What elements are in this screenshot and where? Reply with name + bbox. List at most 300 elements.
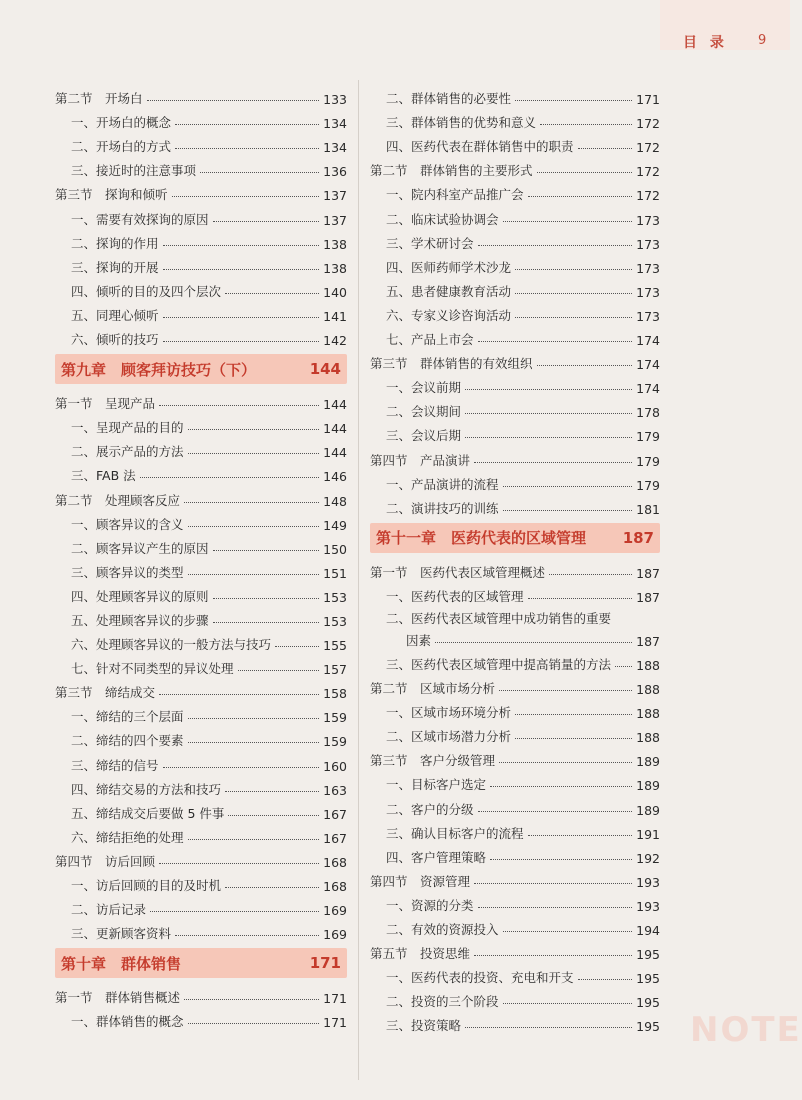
toc-item-entry (370, 228, 660, 252)
toc-entry-page: 195 (636, 971, 660, 987)
toc-entry-page: 134 (323, 116, 347, 132)
toc-entry-page: 151 (323, 565, 347, 581)
toc-item3-entry (370, 627, 660, 649)
toc-entry-title: 四、缔结交易的方法和技巧 (71, 781, 222, 797)
toc-entry-page: 155 (323, 638, 347, 654)
toc-entry-title: 三、更新顾客资料 (71, 926, 172, 942)
toc-entry-page: 171 (323, 991, 347, 1007)
dot-leader (578, 979, 632, 980)
toc-entry-title: 一、医药代表的区域管理 (386, 588, 524, 604)
toc-entry-page: 153 (323, 613, 347, 629)
toc-item-entry (370, 83, 660, 107)
toc-item-entry (55, 870, 347, 894)
toc-item-entry (370, 131, 660, 155)
toc-section-entry (55, 83, 347, 107)
toc-item-entry (55, 1006, 347, 1030)
toc-entry-page: 146 (323, 469, 347, 485)
toc-item-entry (370, 914, 660, 938)
toc-item-entry (55, 798, 347, 822)
dot-leader (478, 907, 632, 908)
toc-entry-page: 137 (323, 188, 347, 204)
toc-item-entry (55, 629, 347, 653)
toc-entry-page: 171 (636, 92, 660, 108)
dot-leader (147, 100, 319, 101)
toc-entry-title: 一、产品演讲的流程 (386, 476, 499, 492)
dot-leader (163, 269, 319, 270)
toc-entry-title: 第一节 群体销售概述 (55, 990, 181, 1006)
dot-leader (175, 935, 319, 936)
dot-leader (163, 245, 319, 246)
toc-entry-title: 四、倾听的目的及四个层次 (71, 283, 222, 299)
toc-entry-title: 二、会议期间 (386, 404, 462, 420)
toc-entry-title: 六、倾听的技巧 (71, 332, 159, 348)
toc-entry-page: 192 (636, 850, 660, 866)
toc-entry-title: 一、医药代表的投资、充电和开支 (386, 970, 574, 986)
toc-entry-title: 第二节 开场白 (55, 91, 143, 107)
toc-entry-page: 188 (636, 657, 660, 673)
toc-section-entry (370, 444, 660, 468)
toc-item-entry (370, 469, 660, 493)
toc-entry-title: 七、产品上市会 (386, 332, 474, 348)
toc-item-entry (55, 533, 347, 557)
dot-leader (499, 690, 632, 691)
toc-entry-page: 168 (323, 854, 347, 870)
toc-entry-page: 178 (636, 405, 660, 421)
toc-entry-title: 二、区域市场潜力分析 (386, 729, 512, 745)
toc-entry-title: 一、目标客户选定 (386, 777, 487, 793)
toc-entry-page: 188 (636, 682, 660, 698)
toc-entry-title: 五、同理心倾听 (71, 307, 159, 323)
toc-item-entry (370, 300, 660, 324)
toc-entry-page: 144 (323, 421, 347, 437)
toc-entry-title: 四、医师药师学术沙龙 (386, 259, 512, 275)
dot-leader (503, 486, 632, 487)
toc-chapter-entry (55, 354, 347, 384)
dot-leader (225, 887, 319, 888)
dot-leader (503, 1003, 632, 1004)
toc-section-entry (370, 866, 660, 890)
toc-entry-page: 173 (636, 260, 660, 276)
dot-leader (503, 510, 632, 511)
toc-item-entry (370, 818, 660, 842)
toc-entry-page: 140 (323, 284, 347, 300)
toc-item-entry (370, 793, 660, 817)
toc-item-entry (370, 697, 660, 721)
dot-leader (159, 863, 319, 864)
dot-leader (188, 574, 319, 575)
dot-leader (435, 642, 632, 643)
dot-leader (184, 999, 319, 1000)
toc-item2-entry (370, 605, 660, 627)
toc-section-entry (370, 557, 660, 581)
toc-entry-page: 169 (323, 903, 347, 919)
toc-entry-page: 174 (636, 357, 660, 373)
toc-entry-page: 188 (636, 706, 660, 722)
toc-item-entry (370, 721, 660, 745)
dot-leader (163, 341, 319, 342)
dot-leader (465, 1027, 632, 1028)
toc-chapter-entry (370, 523, 660, 553)
toc-entry-page: 163 (323, 782, 347, 798)
toc-item-entry (370, 324, 660, 348)
dot-leader (228, 815, 319, 816)
dot-leader (515, 714, 632, 715)
toc-item-entry (370, 372, 660, 396)
toc-entry-title: 第一节 呈现产品 (55, 396, 156, 412)
dot-leader (200, 172, 319, 173)
toc-item-entry (55, 557, 347, 581)
toc-item-entry (55, 276, 347, 300)
dot-leader (140, 477, 319, 478)
dot-leader (528, 598, 632, 599)
toc-item-entry (55, 653, 347, 677)
toc-entry-title: 第二节 区域市场分析 (370, 681, 496, 697)
toc-entry-title: 一、需要有效探询的原因 (71, 211, 209, 227)
toc-item-entry (55, 300, 347, 324)
toc-entry-page: 173 (636, 236, 660, 252)
toc-entry-title: 一、访后回顾的目的及时机 (71, 878, 222, 893)
toc-entry-page: 179 (636, 429, 660, 445)
toc-entry-page: 141 (323, 308, 347, 324)
toc-entry-page: 172 (636, 140, 660, 156)
toc-entry-page: 179 (636, 453, 660, 469)
toc-entry-page: 193 (636, 874, 660, 890)
toc-entry-title: 第三节 探询和倾听 (55, 187, 168, 203)
toc-item-entry (55, 155, 347, 179)
toc-entry-title: 第五节 投资思维 (370, 946, 471, 962)
dot-leader (150, 911, 319, 912)
toc-entry-title: 第四节 访后回顾 (55, 853, 156, 869)
toc-entry-page: 133 (323, 92, 347, 108)
toc-entry-page: 158 (323, 686, 347, 702)
toc-entry-page: 187 (636, 565, 660, 581)
toc-entry-title: 二、客户的分级 (386, 801, 474, 817)
dot-leader (540, 124, 632, 125)
dot-leader (503, 221, 632, 222)
toc-entry-page: 191 (636, 826, 660, 842)
dot-leader (175, 148, 319, 149)
dot-leader (159, 694, 319, 695)
toc-entry-page: 195 (636, 947, 660, 963)
toc-entry-page: 144 (323, 397, 347, 413)
toc-right-column (370, 83, 660, 1034)
toc-item-entry (370, 203, 660, 227)
toc-item-entry (55, 131, 347, 155)
toc-entry-title: 一、院内科室产品推广会 (386, 187, 524, 203)
toc-entry-title: 二、投资的三个阶段 (386, 994, 499, 1010)
toc-item-entry (55, 581, 347, 605)
toc-entry-page: 172 (636, 164, 660, 180)
toc-entry-page: 157 (323, 662, 347, 678)
dot-leader (188, 453, 319, 454)
toc-entry-title: 三、缔结的信号 (71, 757, 159, 773)
page-number: 9 (758, 33, 767, 48)
toc-chapter-entry (55, 948, 347, 978)
toc-entry-title: 一、群体销售的概念 (71, 1014, 184, 1030)
toc-entry-page: 144 (323, 445, 347, 461)
toc-entry-page: 181 (636, 501, 660, 517)
toc-entry-title: 第九章 顾客拜访技巧（下） (61, 360, 257, 379)
toc-entry-title: 三、群体销售的优势和意义 (386, 115, 537, 131)
dot-leader (515, 293, 632, 294)
toc-item-entry (370, 962, 660, 986)
toc-entry-page: 188 (636, 730, 660, 746)
dot-leader (188, 429, 319, 430)
toc-entry-title: 三、投资策略 (386, 1018, 462, 1034)
toc-entry-title: 二、演讲技巧的训练 (386, 500, 499, 516)
toc-entry-title: 三、接近时的注意事项 (71, 163, 197, 179)
dot-leader (578, 148, 632, 149)
dot-leader (528, 835, 632, 836)
toc-section-entry (55, 846, 347, 870)
dot-leader (163, 767, 319, 768)
dot-leader (213, 550, 319, 551)
toc-item-entry (370, 252, 660, 276)
toc-item-entry (55, 228, 347, 252)
toc-entry-page: 195 (636, 1019, 660, 1035)
toc-entry-page: 149 (323, 517, 347, 533)
toc-entry-title: 六、处理顾客异议的一般方法与技巧 (71, 637, 272, 653)
dot-leader (515, 269, 632, 270)
toc-entry-page: 150 (323, 541, 347, 557)
toc-item-entry (55, 749, 347, 773)
toc-entry-title: 因素 (406, 632, 432, 648)
toc-entry-page: 173 (636, 212, 660, 228)
toc-section-entry (55, 484, 347, 508)
toc-entry-title: 第三节 客户分级管理 (370, 753, 496, 769)
dot-leader (465, 437, 632, 438)
toc-entry-title: 三、顾客异议的类型 (71, 564, 184, 580)
toc-entry-title: 第十章 群体销售 (61, 954, 182, 973)
toc-item-entry (370, 986, 660, 1010)
toc-item-entry (55, 894, 347, 918)
dot-leader (474, 883, 632, 884)
toc-entry-page: 189 (636, 802, 660, 818)
note-watermark: NOTE (690, 1010, 802, 1050)
toc-item-entry (370, 276, 660, 300)
dot-leader (188, 1023, 319, 1024)
toc-item-entry (55, 252, 347, 276)
toc-entry-page: 148 (323, 493, 347, 509)
toc-entry-page: 171 (309, 954, 341, 973)
toc-entry-page: 194 (636, 923, 660, 938)
dot-leader (225, 293, 319, 294)
toc-item-entry (370, 420, 660, 444)
toc-item-entry (55, 203, 347, 227)
dot-leader (528, 196, 632, 197)
toc-section-entry (370, 673, 660, 697)
toc-entry-title: 一、顾客异议的含义 (71, 516, 184, 532)
toc-entry-title: 一、开场白的概念 (71, 115, 172, 131)
toc-entry-title: 六、专家义诊咨询活动 (386, 307, 512, 323)
toc-entry-page: 193 (636, 898, 660, 914)
running-header-title: 目 录 (683, 35, 728, 51)
toc-item-entry (55, 436, 347, 460)
dot-leader (615, 666, 632, 667)
toc-entry-page: 172 (636, 116, 660, 132)
dot-leader (499, 762, 632, 763)
toc-entry-title: 四、客户管理策略 (386, 849, 487, 865)
toc-item-entry (55, 509, 347, 533)
toc-entry-page: 138 (323, 236, 347, 252)
dot-leader (163, 317, 319, 318)
toc-entry-title: 二、顾客异议产生的原因 (71, 540, 209, 556)
dot-leader (213, 221, 319, 222)
toc-entry-title: 第三节 群体销售的有效组织 (370, 356, 533, 372)
toc-item-entry (55, 460, 347, 484)
toc-entry-page: 159 (323, 710, 347, 726)
toc-entry-title: 四、处理顾客异议的原则 (71, 588, 209, 604)
toc-entry-page: 171 (323, 1015, 347, 1031)
toc-item-entry (370, 581, 660, 605)
toc-left-column (55, 83, 347, 1030)
dot-leader (478, 811, 632, 812)
toc-entry-title: 五、患者健康教育活动 (386, 283, 512, 299)
toc-section-entry (370, 348, 660, 372)
toc-section-entry (55, 982, 347, 1006)
dot-leader (537, 365, 632, 366)
dot-leader (213, 622, 319, 623)
dot-leader (474, 955, 632, 956)
dot-leader (515, 100, 632, 101)
toc-section-entry (370, 745, 660, 769)
toc-entry-page: 159 (323, 734, 347, 750)
toc-item-entry (370, 493, 660, 517)
toc-item-entry (370, 107, 660, 131)
dot-leader (175, 124, 319, 125)
toc-entry-page: 169 (323, 927, 347, 943)
toc-entry-title: 第二节 处理顾客反应 (55, 492, 181, 508)
toc-entry-title: 六、缔结拒绝的处理 (71, 829, 184, 845)
toc-item-entry (55, 822, 347, 846)
dot-leader (159, 405, 319, 406)
toc-entry-title: 五、缔结成交后要做 5 件事 (71, 805, 225, 821)
toc-section-entry (370, 938, 660, 962)
toc-entry-title: 二、医药代表区域管理中成功销售的重要 (386, 610, 612, 626)
toc-entry-page: 187 (622, 528, 654, 547)
dot-leader (503, 931, 632, 932)
toc-entry-page: 195 (636, 995, 660, 1011)
dot-leader (184, 502, 319, 503)
column-divider (358, 80, 359, 1080)
toc-item-entry (370, 890, 660, 914)
toc-item-entry (370, 769, 660, 793)
toc-entry-title: 二、群体销售的必要性 (386, 91, 512, 107)
toc-entry-title: 三、确认目标客户的流程 (386, 825, 524, 841)
dot-leader (515, 738, 632, 739)
toc-entry-title: 三、会议后期 (386, 428, 462, 444)
toc-section-entry (55, 388, 347, 412)
toc-entry-title: 三、探询的开展 (71, 259, 159, 275)
toc-item-entry (370, 842, 660, 866)
toc-entry-page: 173 (636, 308, 660, 324)
toc-entry-title: 第四节 资源管理 (370, 873, 471, 889)
dot-leader (549, 574, 632, 575)
toc-item-entry (55, 725, 347, 749)
dot-leader (238, 670, 319, 671)
toc-entry-title: 第三节 缔结成交 (55, 685, 156, 701)
toc-entry-page: 189 (636, 778, 660, 794)
toc-entry-page: 136 (323, 164, 347, 180)
dot-leader (465, 389, 632, 390)
dot-leader (213, 598, 319, 599)
dot-leader (490, 859, 632, 860)
toc-entry-title: 第一节 医药代表区域管理概述 (370, 564, 546, 580)
toc-entry-page: 142 (323, 333, 347, 349)
dot-leader (465, 413, 632, 414)
toc-entry-title: 第四节 产品演讲 (370, 452, 471, 468)
dot-leader (188, 718, 319, 719)
toc-section-entry (370, 155, 660, 179)
dot-leader (474, 462, 632, 463)
toc-entry-title: 四、医药代表在群体销售中的职责 (386, 139, 574, 155)
toc-entry-title: 二、缔结的四个要素 (71, 733, 184, 749)
toc-entry-page: 160 (323, 758, 347, 774)
toc-entry-page: 134 (323, 140, 347, 156)
toc-entry-page: 167 (323, 806, 347, 822)
toc-entry-title: 二、临床试验协调会 (386, 211, 499, 227)
toc-item-entry (55, 605, 347, 629)
toc-entry-page: 167 (323, 830, 347, 846)
toc-entry-page: 187 (636, 633, 660, 649)
dot-leader (478, 341, 632, 342)
toc-entry-title: 二、有效的资源投入 (386, 922, 499, 937)
toc-entry-title: 一、区域市场环境分析 (386, 705, 512, 721)
dot-leader (515, 317, 632, 318)
toc-entry-title: 第十一章 医药代表的区域管理 (376, 529, 587, 548)
dot-leader (275, 646, 319, 647)
dot-leader (225, 791, 319, 792)
dot-leader (478, 245, 632, 246)
toc-section-entry (55, 179, 347, 203)
toc-entry-title: 五、处理顾客异议的步骤 (71, 612, 209, 628)
toc-item-entry (55, 412, 347, 436)
toc-entry-page: 172 (636, 188, 660, 204)
toc-entry-title: 二、访后记录 (71, 902, 147, 918)
toc-entry-title: 三、医药代表区域管理中提高销量的方法 (386, 656, 612, 672)
dot-leader (188, 742, 319, 743)
toc-item-entry (55, 774, 347, 798)
toc-item-entry (370, 1010, 660, 1034)
dot-leader (537, 172, 632, 173)
toc-section-entry (55, 677, 347, 701)
toc-entry-page: 137 (323, 212, 347, 228)
toc-entry-title: 一、缔结的三个层面 (71, 709, 184, 725)
toc-entry-title: 二、展示产品的方法 (71, 444, 184, 460)
toc-entry-title: 一、资源的分类 (386, 897, 474, 913)
toc-item-entry (55, 107, 347, 131)
toc-item-entry (55, 701, 347, 725)
toc-entry-title: 二、探询的作用 (71, 235, 159, 251)
toc-entry-page: 174 (636, 381, 660, 397)
toc-item-entry (370, 396, 660, 420)
toc-entry-title: 第二节 群体销售的主要形式 (370, 163, 533, 179)
toc-entry-title: 一、呈现产品的目的 (71, 420, 184, 436)
toc-entry-title: 七、针对不同类型的异议处理 (71, 661, 234, 677)
toc-entry-title: 二、开场白的方式 (71, 139, 172, 155)
toc-entry-title: 三、FAB 法 (71, 468, 136, 484)
toc-entry-page: 144 (309, 360, 341, 379)
toc-entry-page: 174 (636, 333, 660, 349)
toc-entry-page: 187 (636, 589, 660, 605)
dot-leader (188, 526, 319, 527)
dot-leader (490, 786, 632, 787)
toc-entry-page: 153 (323, 589, 347, 605)
toc-entry-page: 173 (636, 284, 660, 300)
toc-item-entry (55, 324, 347, 348)
toc-entry-title: 三、学术研讨会 (386, 235, 474, 251)
toc-entry-page: 138 (323, 260, 347, 276)
